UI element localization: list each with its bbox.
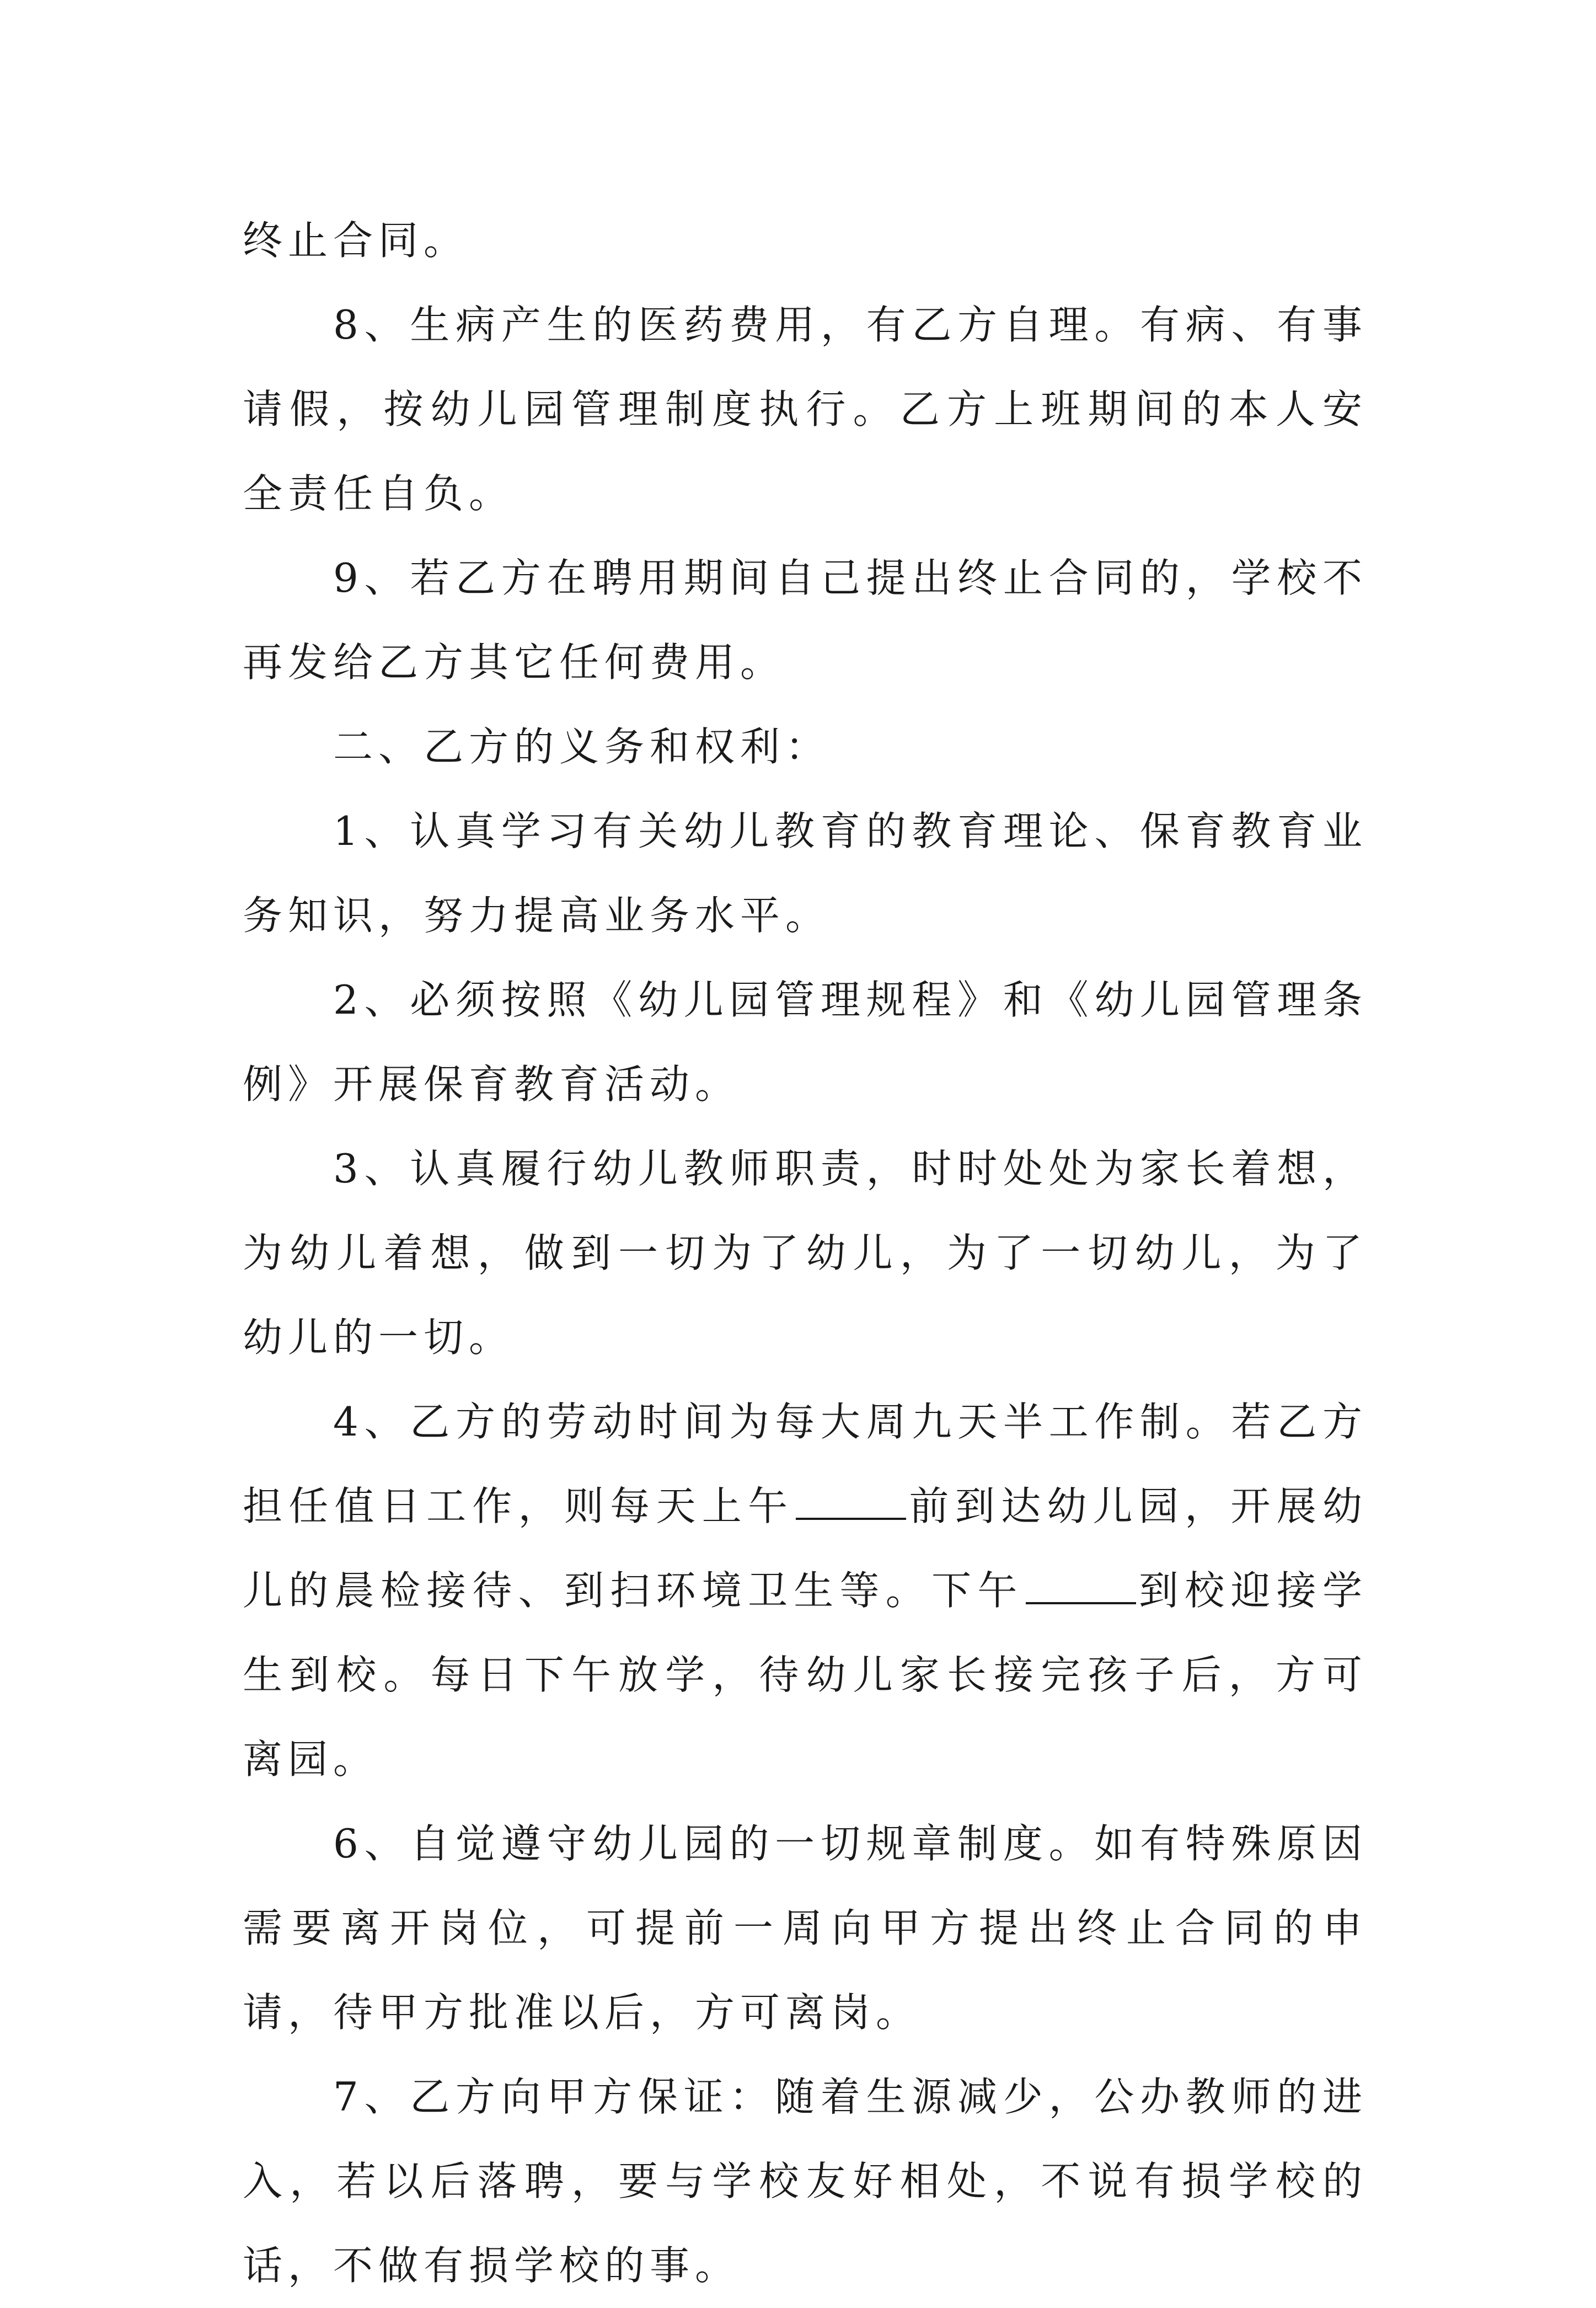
document-body (243, 199, 1368, 2308)
morning-time-blank (796, 1478, 906, 1520)
paragraph-continuation: 终止合同。 (243, 217, 469, 264)
duty-4-text-part-2: 前到达幼儿园，开展幼儿的晨检接待、到扫环境卫生等。下午 (243, 1483, 1368, 1614)
duty-6-rules-compliance: 6、自觉遵守幼儿园的一切规章制度。如有特殊原因需要离开岗位，可提前一周向甲方提出终止合同的申请，待甲方批准以后，方可离岗。 (243, 1820, 1368, 2036)
duty-4-text-part-3: 到校迎接学生到校。每日下午放学，待幼儿家长接完孩子后，方可离园。 (243, 1567, 1368, 1782)
duty-7-guarantee: 7、乙方向甲方保证：随着生源减少，公办教师的进入，若以后落聘，要与学校友好相处，不说有损学校的话，不做有损学校的事。 (243, 2074, 1368, 2289)
afternoon-time-blank (1026, 1562, 1136, 1604)
duty-3-teacher-responsibility: 3、认真履行幼儿教师职责，时时处处为家长着想，为幼儿着想，做到一切为了幼儿，为了一切幼儿，为了幼儿的一切。 (243, 1145, 1368, 1361)
duty-2-regulations: 2、必须按照《幼儿园管理规程》和《幼儿园管理条例》开展保育教育活动。 (243, 977, 1368, 1107)
duty-1-study: 1、认真学习有关幼儿教育的教育理论、保育教育业务知识，努力提高业务水平。 (243, 808, 1368, 939)
section-heading-party-b-duties: 二、乙方的义务和权利： (333, 724, 831, 770)
duty-4-text-part-1: 4、乙方的劳动时间为每大周九天半工作制。若乙方担任值日工作，则每天上午 (243, 1399, 1368, 1529)
duty-4-working-hours (243, 1380, 1368, 1802)
clause-9-early-termination: 9、若乙方在聘用期间自己提出终止合同的，学校不再发给乙方其它任何费用。 (243, 555, 1368, 686)
clause-8-medical-expenses: 8、生病产生的医药费用，有乙方自理。有病、有事请假，按幼儿园管理制度执行。乙方上班期间的本人安全责任自负。 (243, 302, 1368, 517)
